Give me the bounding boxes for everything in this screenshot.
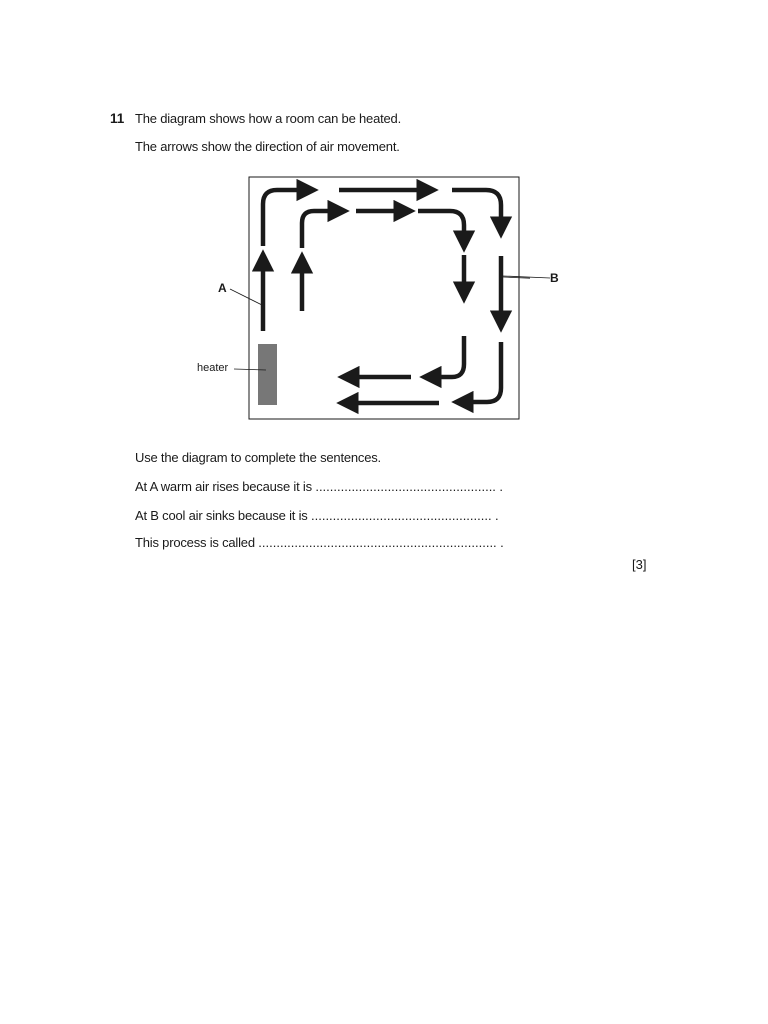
inner-curve-top-left-arrow xyxy=(302,211,339,248)
sentence-1-end: . xyxy=(495,479,503,494)
sentence-1-text: At A warm air rises because it is xyxy=(135,479,316,494)
convection-diagram xyxy=(190,170,530,424)
sentence-2 xyxy=(135,508,498,523)
inner-curve-bottom-right-arrow xyxy=(430,336,464,377)
sentence-2-text: At B cool air sinks because it is xyxy=(135,508,311,523)
room-outline xyxy=(249,177,519,419)
label-heater: heater xyxy=(197,362,229,374)
sentence-1-answer-blank[interactable]: .................................................. xyxy=(315,479,496,494)
outer-curve-top-right-arrow xyxy=(452,190,501,228)
sentence-1 xyxy=(135,479,503,494)
sentence-2-answer-blank[interactable]: .................................................. xyxy=(311,508,492,523)
sentence-3-end: . xyxy=(496,535,504,550)
label-b: B xyxy=(550,271,559,285)
inner-curve-top-right-arrow xyxy=(418,211,464,242)
label-a-leader xyxy=(230,289,262,305)
outer-curve-bottom-right-arrow xyxy=(462,342,501,402)
question-intro-line-1: The diagram shows how a room can be heated. xyxy=(135,111,401,126)
sentence-3 xyxy=(135,535,504,550)
instruction: Use the diagram to complete the sentences. xyxy=(135,450,381,465)
sentence-2-end: . xyxy=(491,508,499,523)
question-number: 11 xyxy=(110,111,125,126)
sentence-3-text: This process is called xyxy=(135,535,259,550)
sentence-3-answer-blank[interactable]: .................................................................. xyxy=(258,535,497,550)
marks: [3] xyxy=(632,557,647,572)
question-intro-line-2: The arrows show the direction of air movement. xyxy=(135,139,400,154)
label-b-leader-ext xyxy=(500,270,552,282)
heater xyxy=(258,344,277,405)
label-a: A xyxy=(218,281,227,295)
